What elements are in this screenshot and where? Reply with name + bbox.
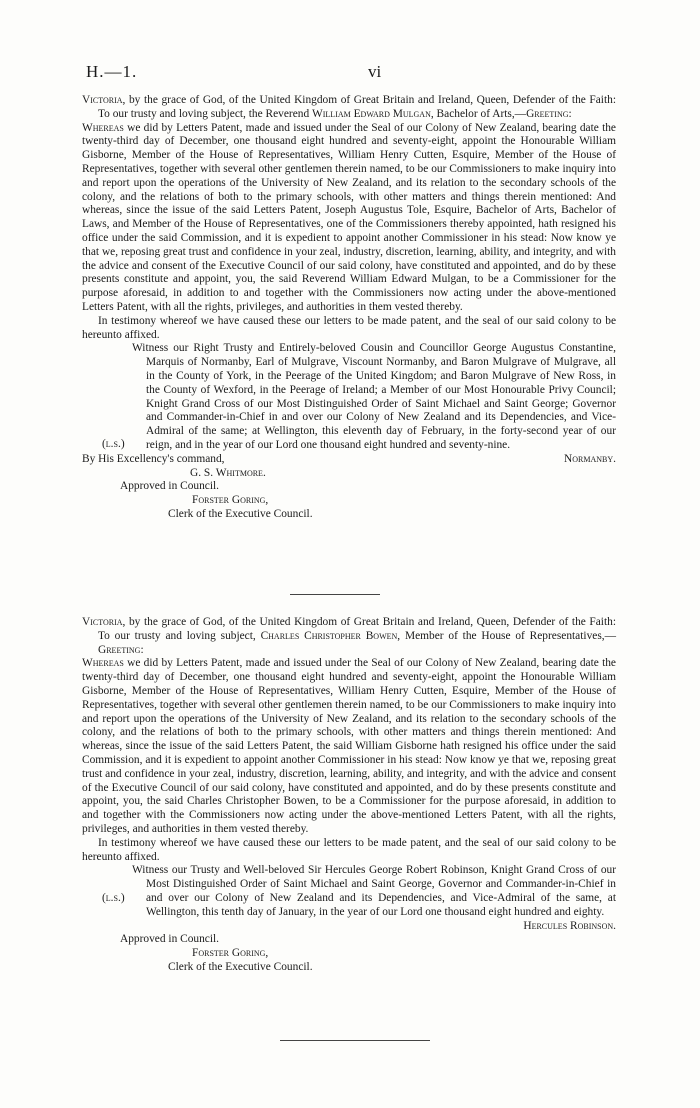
- clerk-name: Forster Goring,: [192, 947, 269, 960]
- approved-line: Approved in Council.: [120, 933, 220, 946]
- addressee: William Edward Mulgan: [312, 107, 431, 120]
- recital-body: Whereas we did by Letters Patent, made and issued under the Seal of our Colony of New Zealand, bearing date the twenty-third day of December, one thousand eight hundred and seventy-eight, appoint the Honourable William Gisborne, Member of the House of Representatives, William Henry Cutten, Esquire, Member of the House of Representatives, together with several other gentlemen therein named, to be our Commissioners to make inquiry into and report upon the operations of the University of New Zealand, and its relation to the secondary schools of the colony, and the relations of both to the primary schools, with other matters and things therein mentioned: And whereas, since the issue of the said Letters Patent, the said William Gisborne hath resigned his office under the said Commission, and it is expedient to appoint another Commissioner in his stead: Now know ye that we, reposing great trust and confidence in your zeal, industry, discretion, learning, ability, and integrity, and with the advice and consent of the Executive Council of our said colony, have constituted and appointed, and do by these presents constitute and appoint, you, the said Charles Christopher Bowen, to be a Commissioner for the purpose aforesaid, in addition to and together with the Commissioners now acting under the above-mentioned Letters Patent, with all the rights, privileges, and authorities in them vested thereby.: [82, 657, 616, 835]
- governor-signature: Normanby.: [564, 452, 616, 465]
- clerk-title: Clerk of the Executive Council.: [168, 507, 313, 520]
- witness-text: Witness our Trusty and Well-beloved Sir Hercules George Robert Robinson, Knight Grand Cross of our Most Distinguished Order of Saint Michael and Saint George, Governor and Commander-in-Chief in and over our Colony of New Zealand and its Dependencies, and Vice-Admiral of the same, at Wellington, this tenth day of January, in the year of our Lord one thousand eight hundred and eighty.: [132, 864, 616, 918]
- section-divider: [290, 594, 380, 595]
- page-number: vi: [368, 62, 382, 81]
- closing-rule: [280, 1040, 430, 1041]
- testimony-clause: In testimony whereof we have caused these our letters to be made patent, and the seal of our said colony to be hereunto affixed.: [82, 314, 616, 341]
- page-header: [86, 62, 616, 82]
- preamble: Victoria, by the grace of God, of the United Kingdom of Great Britain and Ireland, Queen, Defender of the Faith: To our trusty and loving subject, the Reverend William Edward Mulgan, Bachelor of Arts,—Greeting:: [82, 94, 616, 120]
- testimony-clause: In testimony whereof we have caused these our letters to be made patent, and the seal of our said colony to be hereunto affixed.: [82, 836, 616, 863]
- paper-reference: H.—1.: [86, 62, 138, 81]
- command-line: By His Excellency's command,: [82, 452, 225, 465]
- addressee: Charles Christopher Bowen: [260, 629, 398, 642]
- witness-clause: [82, 342, 616, 452]
- witness-clause: [82, 864, 616, 919]
- approved-line: Approved in Council.: [120, 480, 220, 493]
- clerk-name: Forster Goring,: [192, 494, 269, 507]
- preamble: Victoria, by the grace of God, of the United Kingdom of Great Britain and Ireland, Queen, Defender of the Faith: To our trusty and loving subject, Charles Christopher Bowen, Member of the House of Representatives,—Greeting:: [82, 616, 616, 656]
- recital-body: Whereas we did by Letters Patent, made and issued under the Seal of our Colony of New Zealand, bearing date the twenty-third day of December, one thousand eight hundred and seventy-eight, appoint the Honourable William Gisborne, Member of the House of Representatives, William Henry Cutten, Esquire, Member of the House of Representatives, together with several other gentlemen therein named, to be our Commissioners to make inquiry into and report upon the operations of the University of New Zealand, and its relation to the secondary schools of the colony, and the relations of both to the primary schools, with other matters and things therein mentioned: And whereas, since the issue of the said Letters Patent, Joseph Augustus Tole, Esquire, Bachelor of Arts, Bachelor of Laws, and Member of the House of Representatives, one of the Commissioners thereby appointed, hath resigned his office under the said Commission, and it is expedient to appoint another Commissioner in his stead: Now know ye that we, reposing great trust and confidence in your zeal, industry, discretion, learning, ability, and integrity, and with the advice and consent of the Executive Council of our said colony, have constituted and appointed, and do by these presents constitute and appoint, you, the said Reverend William Edward Mulgan, to be a Commissioner for the purpose aforesaid, in addition to and together with the Commissioners now acting under the above-mentioned Letters Patent, with all the rights, privileges, and authorities in them vested thereby.: [82, 121, 616, 313]
- seal-mark: (l.s.): [102, 892, 125, 905]
- commission-bowen: [82, 616, 616, 975]
- seal-mark: (l.s.): [102, 438, 125, 451]
- commission-mulgan: [82, 94, 616, 522]
- governor-signature: Hercules Robinson.: [523, 919, 616, 932]
- clerk-title: Clerk of the Executive Council.: [168, 960, 313, 973]
- witness-text: Witness our Right Trusty and Entirely-beloved Cousin and Councillor George Augustus Constantine, Marquis of Normanby, Earl of Mulgrave, Viscount Normanby, and Baron Mulgrave of Mulgrave, all in the County of York, in the Peerage of the United Kingdom; and Baron Mulgrave of New Ross, in the County of Wexford, in the Peerage of Ireland; a Member of our Most Honourable Privy Council; Knight Grand Cross of our Most Distinguished Order of Saint Michael and Saint George; Governor and Commander-in-Chief in and over our Colony of New Zealand and its Dependencies, and Vice-Admiral of the same; at Wellington, this eleventh day of February, in the forty-second year of our reign, and in the year of our Lord one thousand eight hundred and seventy-nine.: [132, 342, 616, 451]
- minister-signature: G. S. Whitmore.: [190, 466, 266, 479]
